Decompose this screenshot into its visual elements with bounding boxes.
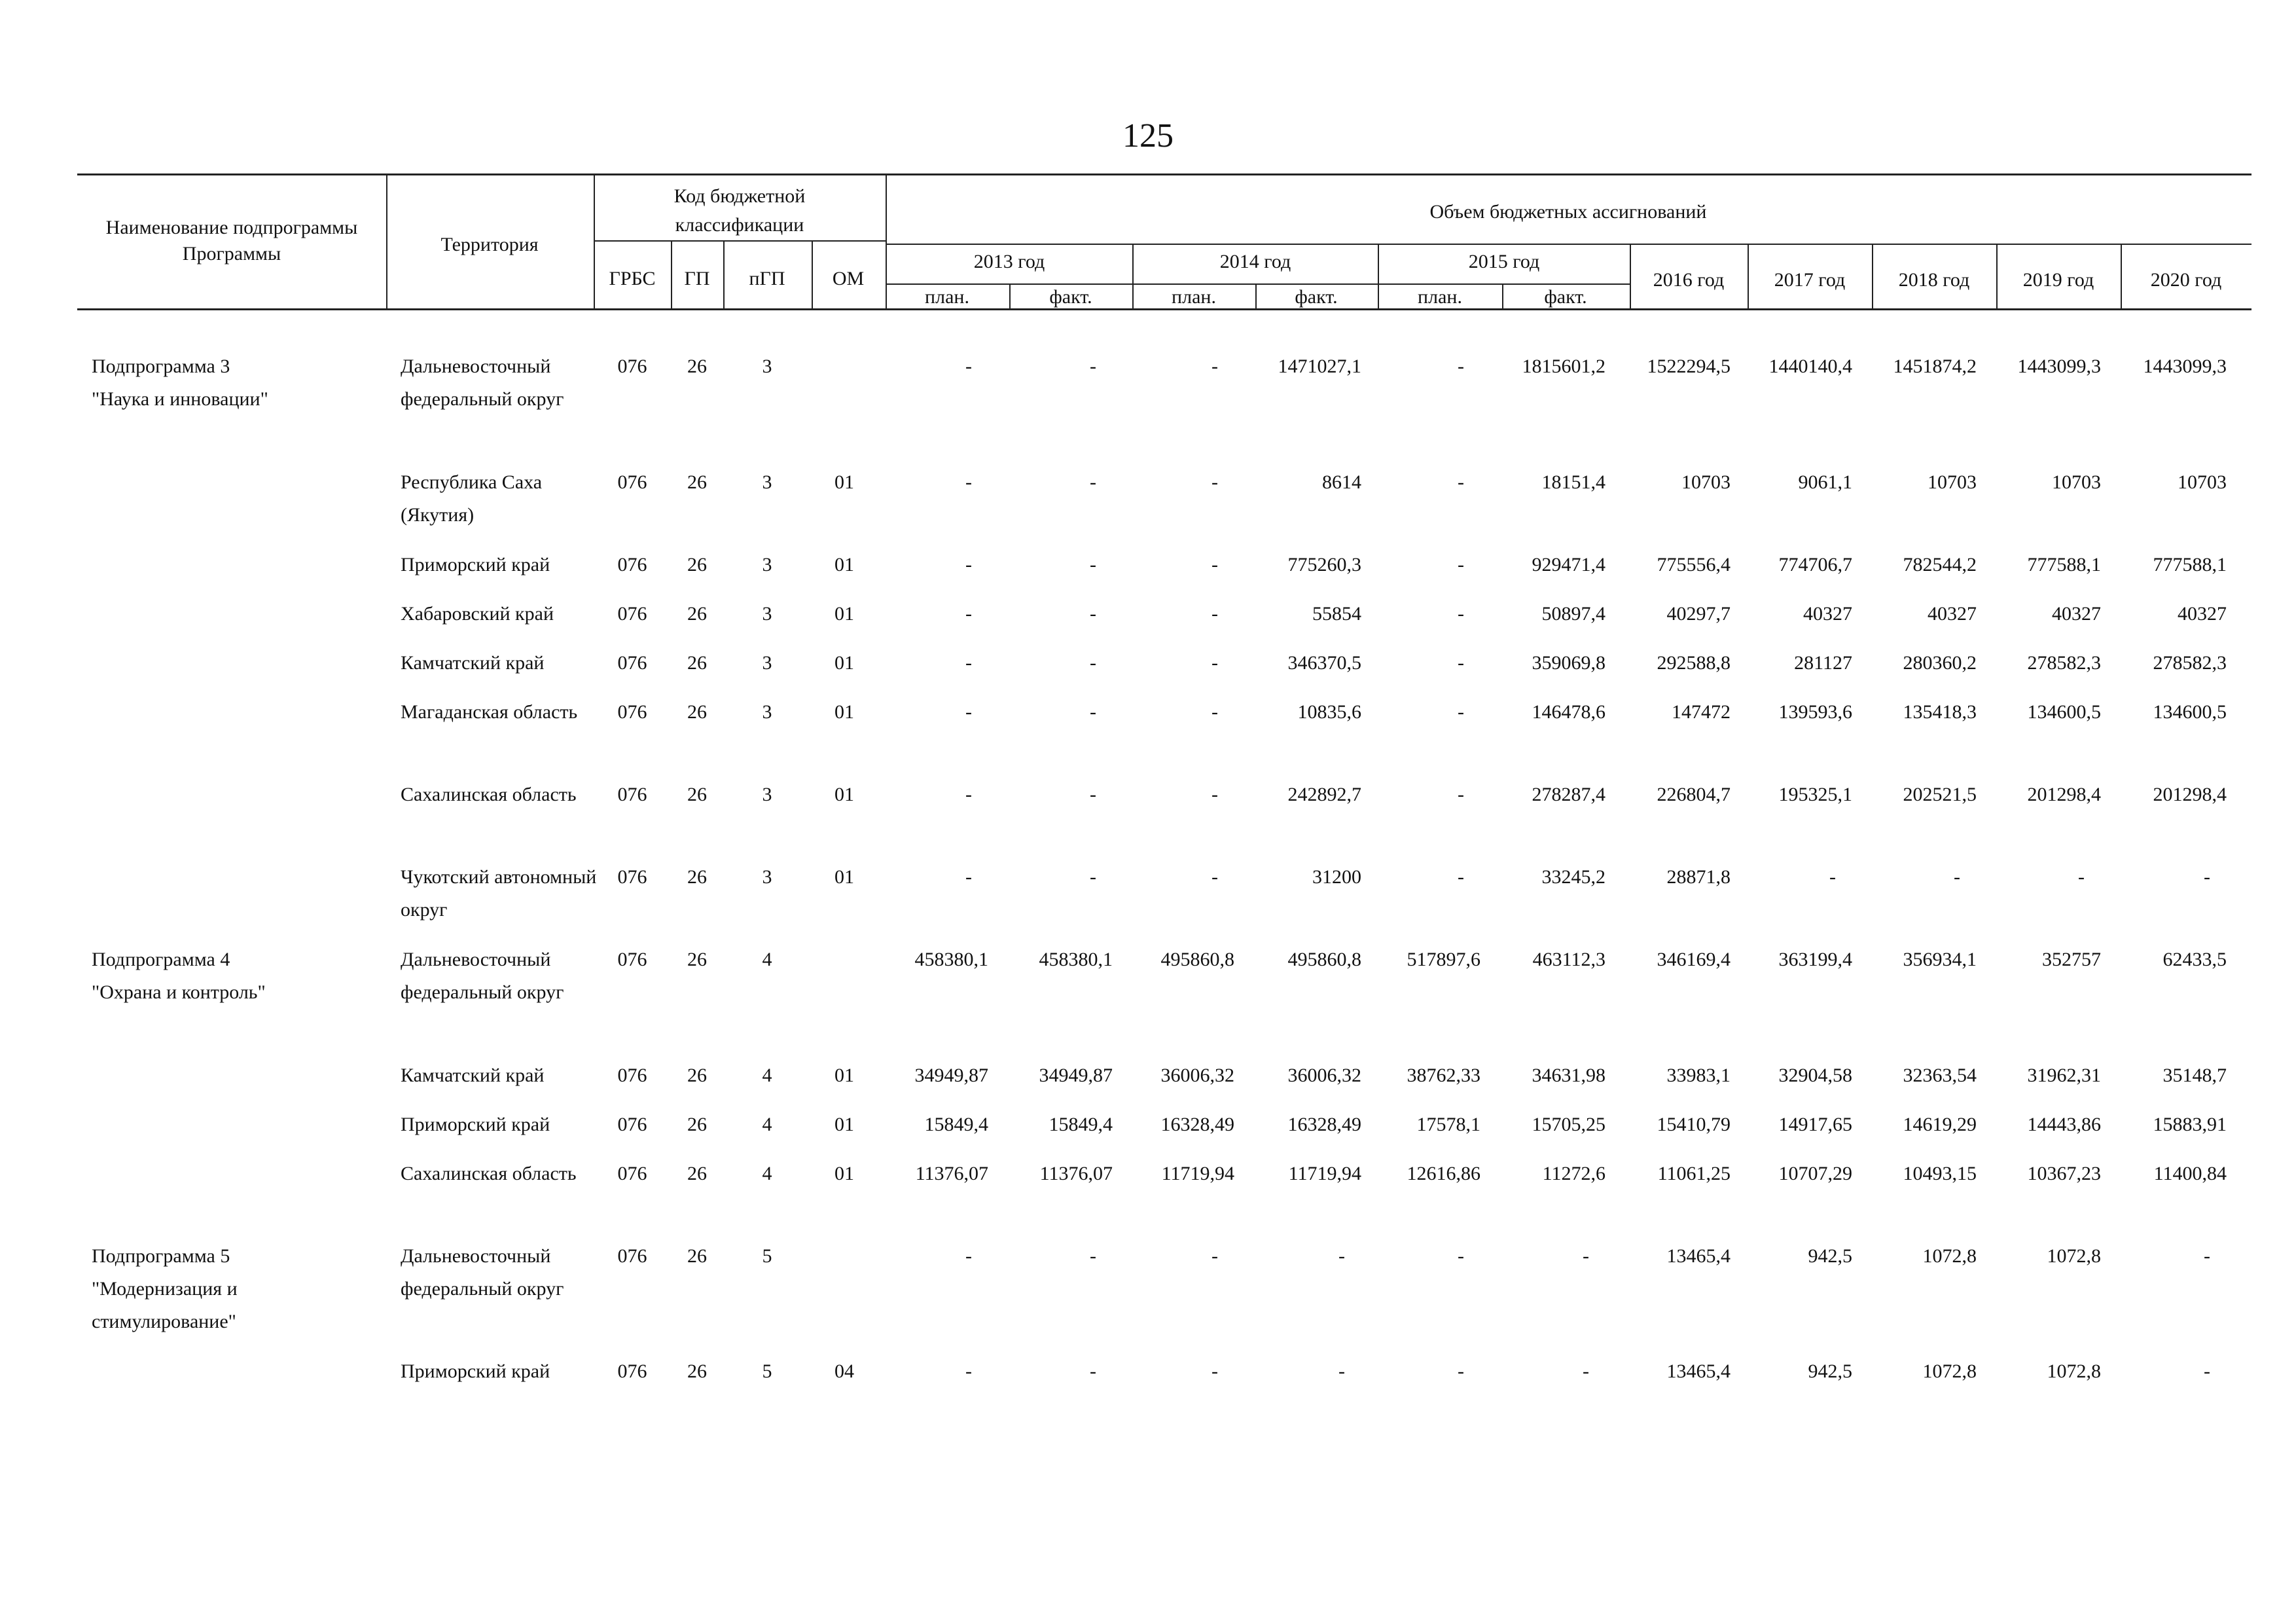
gp-cell: 26 — [687, 471, 707, 493]
value-cell: - — [1338, 1245, 1345, 1267]
value-cell: 32904,58 — [1778, 1065, 1852, 1086]
value-cell: 10835,6 — [1297, 701, 1361, 723]
header-plan-2014: план. — [1172, 286, 1216, 308]
value-cell: - — [1583, 1245, 1589, 1267]
territory-cell: Хабаровский край — [401, 603, 554, 625]
value-cell: 774706,7 — [1778, 554, 1852, 575]
value-cell: 8614 — [1322, 471, 1361, 493]
gp-cell: 26 — [687, 701, 707, 723]
pgp-cell: 4 — [762, 949, 772, 970]
value-cell: - — [1211, 1360, 1218, 1382]
value-cell: - — [965, 652, 972, 674]
value-cell: 36006,32 — [1160, 1065, 1234, 1086]
om-cell: 01 — [834, 603, 854, 625]
om-cell: 01 — [834, 784, 854, 805]
pgp-cell: 5 — [762, 1245, 772, 1267]
volume-group-rule — [886, 244, 2251, 245]
header-plan-2015: план. — [1418, 286, 1462, 308]
header-year-2013: 2013 год — [973, 251, 1045, 272]
territory-cell: Камчатский край — [401, 652, 545, 674]
header-col-rule — [723, 240, 725, 310]
value-cell: 777588,1 — [2153, 554, 2227, 575]
value-cell: 201298,4 — [2027, 784, 2101, 805]
value-cell: 281127 — [1794, 652, 1852, 674]
value-cell: 17578,1 — [1416, 1114, 1480, 1135]
value-cell: 139593,6 — [1778, 701, 1852, 723]
value-cell: 15849,4 — [1049, 1114, 1113, 1135]
value-cell: - — [1458, 866, 1464, 888]
value-cell: - — [1090, 866, 1096, 888]
territory-cell: Дальневосточный федеральный округ — [401, 949, 564, 1003]
value-cell: 34949,87 — [1039, 1065, 1113, 1086]
value-cell: - — [1338, 1360, 1345, 1382]
grbs-cell: 076 — [617, 554, 647, 575]
territory-cell: Чукотский автономный округ — [401, 866, 597, 921]
value-cell: 40297,7 — [1666, 603, 1731, 625]
header-col-rule — [671, 240, 672, 310]
value-cell: 782544,2 — [1903, 554, 1977, 575]
value-cell: 18151,4 — [1541, 471, 1605, 493]
value-cell: - — [965, 1245, 972, 1267]
value-cell: - — [1090, 784, 1096, 805]
value-cell: 942,5 — [1808, 1360, 1852, 1382]
value-cell: 280360,2 — [1903, 652, 1977, 674]
om-cell: 01 — [834, 471, 854, 493]
om-cell: 01 — [834, 1065, 854, 1086]
header-year-2014: 2014 год — [1219, 251, 1291, 272]
value-cell: - — [1090, 1245, 1096, 1267]
value-cell: 34631,98 — [1532, 1065, 1605, 1086]
value-cell: 14917,65 — [1778, 1114, 1852, 1135]
pgp-cell: 4 — [762, 1065, 772, 1086]
territory-cell: Приморский край — [401, 1114, 550, 1135]
value-cell: 34949,87 — [914, 1065, 988, 1086]
grbs-cell: 076 — [617, 356, 647, 377]
value-cell: - — [1458, 554, 1464, 575]
header-year-2017: 2017 год — [1774, 269, 1846, 291]
header-year-2019: 2019 год — [2022, 269, 2094, 291]
pgp-cell: 3 — [762, 603, 772, 625]
value-cell: 135418,3 — [1903, 701, 1977, 723]
subprogram-name: Подпрограмма 5 "Модернизация и стимулирование" — [92, 1245, 238, 1332]
header-top-rule — [77, 173, 2251, 175]
value-cell: 517897,6 — [1407, 949, 1480, 970]
value-cell: 10703 — [2178, 471, 2227, 493]
pgp-cell: 3 — [762, 652, 772, 674]
value-cell: - — [2204, 1245, 2210, 1267]
plan-fact-rule — [886, 283, 1630, 285]
value-cell: 11719,94 — [1161, 1163, 1234, 1184]
value-cell: 242892,7 — [1287, 784, 1361, 805]
gp-cell: 26 — [687, 866, 707, 888]
value-cell: - — [2204, 866, 2210, 888]
value-cell: 202521,5 — [1903, 784, 1977, 805]
gp-cell: 26 — [687, 1114, 707, 1135]
value-cell: 33983,1 — [1666, 1065, 1731, 1086]
territory-cell: Камчатский край — [401, 1065, 545, 1086]
subprogram-name: Подпрограмма 3 "Наука и инновации" — [92, 356, 268, 410]
value-cell: 10493,15 — [1903, 1163, 1977, 1184]
header-om: ОМ — [832, 268, 865, 289]
pgp-cell: 3 — [762, 554, 772, 575]
value-cell: 15410,79 — [1657, 1114, 1731, 1135]
value-cell: 55854 — [1312, 603, 1361, 625]
value-cell: 62433,5 — [2162, 949, 2227, 970]
value-cell: - — [965, 784, 972, 805]
grbs-cell: 076 — [617, 471, 647, 493]
value-cell: 50897,4 — [1541, 603, 1605, 625]
value-cell: 1443099,3 — [2017, 356, 2101, 377]
header-fact-2015: факт. — [1544, 286, 1587, 308]
gp-cell: 26 — [687, 1245, 707, 1267]
value-cell: 147472 — [1672, 701, 1731, 723]
header-year-2015: 2015 год — [1468, 251, 1540, 272]
pgp-cell: 4 — [762, 1114, 772, 1135]
pgp-cell: 3 — [762, 784, 772, 805]
header-gp: ГП — [684, 268, 710, 289]
header-col-rule — [386, 173, 387, 310]
gp-cell: 26 — [687, 652, 707, 674]
value-cell: 15883,91 — [2153, 1114, 2227, 1135]
value-cell: 1443099,3 — [2143, 356, 2227, 377]
value-cell: 1815601,2 — [1522, 356, 1605, 377]
header-fact-2014: факт. — [1295, 286, 1338, 308]
pgp-cell: 3 — [762, 866, 772, 888]
value-cell: 31200 — [1312, 866, 1361, 888]
value-cell: 226804,7 — [1657, 784, 1731, 805]
pgp-cell: 3 — [762, 701, 772, 723]
value-cell: 13465,4 — [1666, 1245, 1731, 1267]
header-col-rule — [1378, 244, 1379, 310]
value-cell: 495860,8 — [1160, 949, 1234, 970]
header-col-rule — [594, 173, 595, 310]
value-cell: - — [1458, 701, 1464, 723]
gp-cell: 26 — [687, 603, 707, 625]
territory-cell: Приморский край — [401, 1360, 550, 1382]
header-year-2016: 2016 год — [1653, 269, 1725, 291]
grbs-cell: 076 — [617, 784, 647, 805]
header-col-rule — [1630, 244, 1631, 310]
value-cell: 463112,3 — [1532, 949, 1605, 970]
value-cell: 16328,49 — [1160, 1114, 1234, 1135]
value-cell: 1072,8 — [1922, 1245, 1977, 1267]
value-cell: 346370,5 — [1287, 652, 1361, 674]
gp-cell: 26 — [687, 949, 707, 970]
value-cell: 278582,3 — [2027, 652, 2101, 674]
grbs-cell: 076 — [617, 1163, 647, 1184]
value-cell: - — [1090, 554, 1096, 575]
value-cell: - — [1090, 603, 1096, 625]
header-plan-2013: план. — [925, 286, 969, 308]
value-cell: - — [1211, 701, 1218, 723]
value-cell: 495860,8 — [1287, 949, 1361, 970]
gp-cell: 26 — [687, 1163, 707, 1184]
header-col-rule — [1748, 244, 1749, 310]
om-cell: 04 — [834, 1360, 854, 1382]
value-cell: 278582,3 — [2153, 652, 2227, 674]
value-cell: - — [1090, 356, 1096, 377]
om-cell: 01 — [834, 1114, 854, 1135]
value-cell: 11272,6 — [1542, 1163, 1605, 1184]
grbs-cell: 076 — [617, 1360, 647, 1382]
value-cell: 1440140,4 — [1768, 356, 1852, 377]
value-cell: 11400,84 — [2153, 1163, 2227, 1184]
value-cell: 10703 — [2052, 471, 2101, 493]
value-cell: 14443,86 — [2027, 1114, 2101, 1135]
value-cell: - — [965, 554, 972, 575]
value-cell: 777588,1 — [2027, 554, 2101, 575]
header-col-rule — [1502, 283, 1503, 310]
value-cell: 40327 — [2178, 603, 2227, 625]
value-cell: - — [2204, 1360, 2210, 1382]
header-fact-2013: факт. — [1049, 286, 1092, 308]
value-cell: - — [1458, 1360, 1464, 1382]
value-cell: - — [1090, 701, 1096, 723]
value-cell: - — [1583, 1360, 1589, 1382]
value-cell: 11376,07 — [1039, 1163, 1113, 1184]
value-cell: 31962,31 — [2027, 1065, 2101, 1086]
territory-cell: Приморский край — [401, 554, 550, 575]
value-cell: 16328,49 — [1287, 1114, 1361, 1135]
value-cell: - — [1211, 356, 1218, 377]
value-cell: 1072,8 — [2047, 1245, 2101, 1267]
value-cell: 40327 — [2052, 603, 2101, 625]
value-cell: 11719,94 — [1288, 1163, 1361, 1184]
om-cell: 01 — [834, 866, 854, 888]
value-cell: - — [965, 866, 972, 888]
header-col-rule — [1872, 244, 1873, 310]
value-cell: 15705,25 — [1532, 1114, 1605, 1135]
header-volume-group: Объем бюджетных ассигнований — [1429, 201, 1707, 223]
value-cell: 33245,2 — [1541, 866, 1605, 888]
value-cell: 40327 — [1928, 603, 1977, 625]
value-cell: 32363,54 — [1903, 1065, 1977, 1086]
gp-cell: 26 — [687, 1360, 707, 1382]
om-cell: 01 — [834, 1163, 854, 1184]
value-cell: - — [1211, 784, 1218, 805]
value-cell: 195325,1 — [1778, 784, 1852, 805]
value-cell: 1451874,2 — [1893, 356, 1977, 377]
value-cell: 292588,8 — [1657, 652, 1731, 674]
header-col-rule — [1996, 244, 1998, 310]
header-year-2018: 2018 год — [1898, 269, 1970, 291]
value-cell: 146478,6 — [1532, 701, 1605, 723]
gp-cell: 26 — [687, 784, 707, 805]
value-cell: 1072,8 — [1922, 1360, 1977, 1382]
grbs-cell: 076 — [617, 701, 647, 723]
value-cell: 36006,32 — [1287, 1065, 1361, 1086]
territory-cell: Сахалинская область — [401, 1163, 577, 1184]
value-cell: 356934,1 — [1903, 949, 1977, 970]
value-cell: - — [2078, 866, 2085, 888]
subprogram-name: Подпрограмма 4 "Охрана и контроль" — [92, 949, 266, 1003]
value-cell: - — [1090, 471, 1096, 493]
value-cell: - — [1211, 866, 1218, 888]
value-cell: 942,5 — [1808, 1245, 1852, 1267]
value-cell: - — [1458, 1245, 1464, 1267]
pgp-cell: 3 — [762, 471, 772, 493]
value-cell: - — [1211, 554, 1218, 575]
value-cell: 929471,4 — [1532, 554, 1605, 575]
value-cell: 13465,4 — [1666, 1360, 1731, 1382]
value-cell: 10707,29 — [1778, 1163, 1852, 1184]
value-cell: 40327 — [1803, 603, 1852, 625]
value-cell: - — [1090, 652, 1096, 674]
value-cell: - — [1458, 652, 1464, 674]
value-cell: - — [1211, 603, 1218, 625]
value-cell: 458380,1 — [914, 949, 988, 970]
territory-cell: Магаданская область — [401, 701, 578, 723]
grbs-cell: 076 — [617, 1114, 647, 1135]
value-cell: 352757 — [2042, 949, 2101, 970]
value-cell: - — [965, 471, 972, 493]
value-cell: 346169,4 — [1657, 949, 1731, 970]
value-cell: - — [1458, 471, 1464, 493]
value-cell: 15849,4 — [924, 1114, 988, 1135]
value-cell: 278287,4 — [1532, 784, 1605, 805]
om-cell: 01 — [834, 652, 854, 674]
value-cell: 775556,4 — [1657, 554, 1731, 575]
page-number: 125 — [1122, 117, 1174, 155]
value-cell: - — [965, 701, 972, 723]
territory-cell: Сахалинская область — [401, 784, 577, 805]
grbs-cell: 076 — [617, 652, 647, 674]
header-col-rule — [886, 173, 887, 310]
gp-cell: 26 — [687, 1065, 707, 1086]
value-cell: 134600,5 — [2153, 701, 2227, 723]
value-cell: 1522294,5 — [1647, 356, 1731, 377]
header-name-column: Наименование подпрограммы Программы — [105, 217, 358, 264]
territory-cell: Дальневосточный федеральный округ — [401, 1245, 564, 1300]
value-cell: 10703 — [1928, 471, 1977, 493]
value-cell: 1072,8 — [2047, 1360, 2101, 1382]
value-cell: 10367,23 — [2027, 1163, 2101, 1184]
pgp-cell: 5 — [762, 1360, 772, 1382]
header-bottom-rule — [77, 308, 2251, 310]
header-pgp: пГП — [749, 268, 785, 289]
header-year-2020: 2020 год — [2150, 269, 2222, 291]
om-cell: 01 — [834, 701, 854, 723]
value-cell: - — [1954, 866, 1960, 888]
grbs-cell: 076 — [617, 1065, 647, 1086]
value-cell: 363199,4 — [1778, 949, 1852, 970]
value-cell: - — [1090, 1360, 1096, 1382]
value-cell: - — [1458, 603, 1464, 625]
header-col-rule — [1132, 244, 1134, 310]
value-cell: 12616,86 — [1407, 1163, 1480, 1184]
header-territory: Территория — [440, 234, 539, 255]
value-cell: - — [965, 1360, 972, 1382]
value-cell: 38762,33 — [1407, 1065, 1480, 1086]
om-cell: 01 — [834, 554, 854, 575]
pgp-cell: 4 — [762, 1163, 772, 1184]
value-cell: 9061,1 — [1798, 471, 1852, 493]
header-col-rule — [812, 240, 813, 310]
value-cell: 35148,7 — [2162, 1065, 2227, 1086]
value-cell: - — [1211, 471, 1218, 493]
value-cell: 201298,4 — [2153, 784, 2227, 805]
value-cell: - — [1211, 652, 1218, 674]
value-cell: - — [965, 603, 972, 625]
value-cell: 775260,3 — [1287, 554, 1361, 575]
gp-cell: 26 — [687, 554, 707, 575]
header-col-rule — [2121, 244, 2122, 310]
header-code-group: Код бюджетной классификации — [673, 185, 806, 236]
value-cell: 14619,29 — [1903, 1114, 1977, 1135]
value-cell: 11061,25 — [1657, 1163, 1731, 1184]
value-cell: - — [1458, 356, 1464, 377]
territory-cell: Дальневосточный федеральный округ — [401, 356, 564, 410]
grbs-cell: 076 — [617, 603, 647, 625]
value-cell: 10703 — [1681, 471, 1731, 493]
value-cell: 28871,8 — [1666, 866, 1731, 888]
header-grbs: ГРБС — [609, 268, 656, 289]
value-cell: - — [1211, 1245, 1218, 1267]
grbs-cell: 076 — [617, 866, 647, 888]
territory-cell: Республика Саха (Якутия) — [401, 471, 543, 526]
grbs-cell: 076 — [617, 1245, 647, 1267]
value-cell: - — [1458, 784, 1464, 805]
value-cell: 1471027,1 — [1278, 356, 1361, 377]
value-cell: 134600,5 — [2027, 701, 2101, 723]
value-cell: 11376,07 — [915, 1163, 988, 1184]
header-col-rule — [1009, 283, 1011, 310]
value-cell: 458380,1 — [1039, 949, 1113, 970]
grbs-cell: 076 — [617, 949, 647, 970]
header-col-rule — [1255, 283, 1257, 310]
code-group-rule — [594, 240, 886, 242]
value-cell: - — [1829, 866, 1836, 888]
value-cell: - — [965, 356, 972, 377]
pgp-cell: 3 — [762, 356, 772, 377]
value-cell: 359069,8 — [1532, 652, 1605, 674]
gp-cell: 26 — [687, 356, 707, 377]
